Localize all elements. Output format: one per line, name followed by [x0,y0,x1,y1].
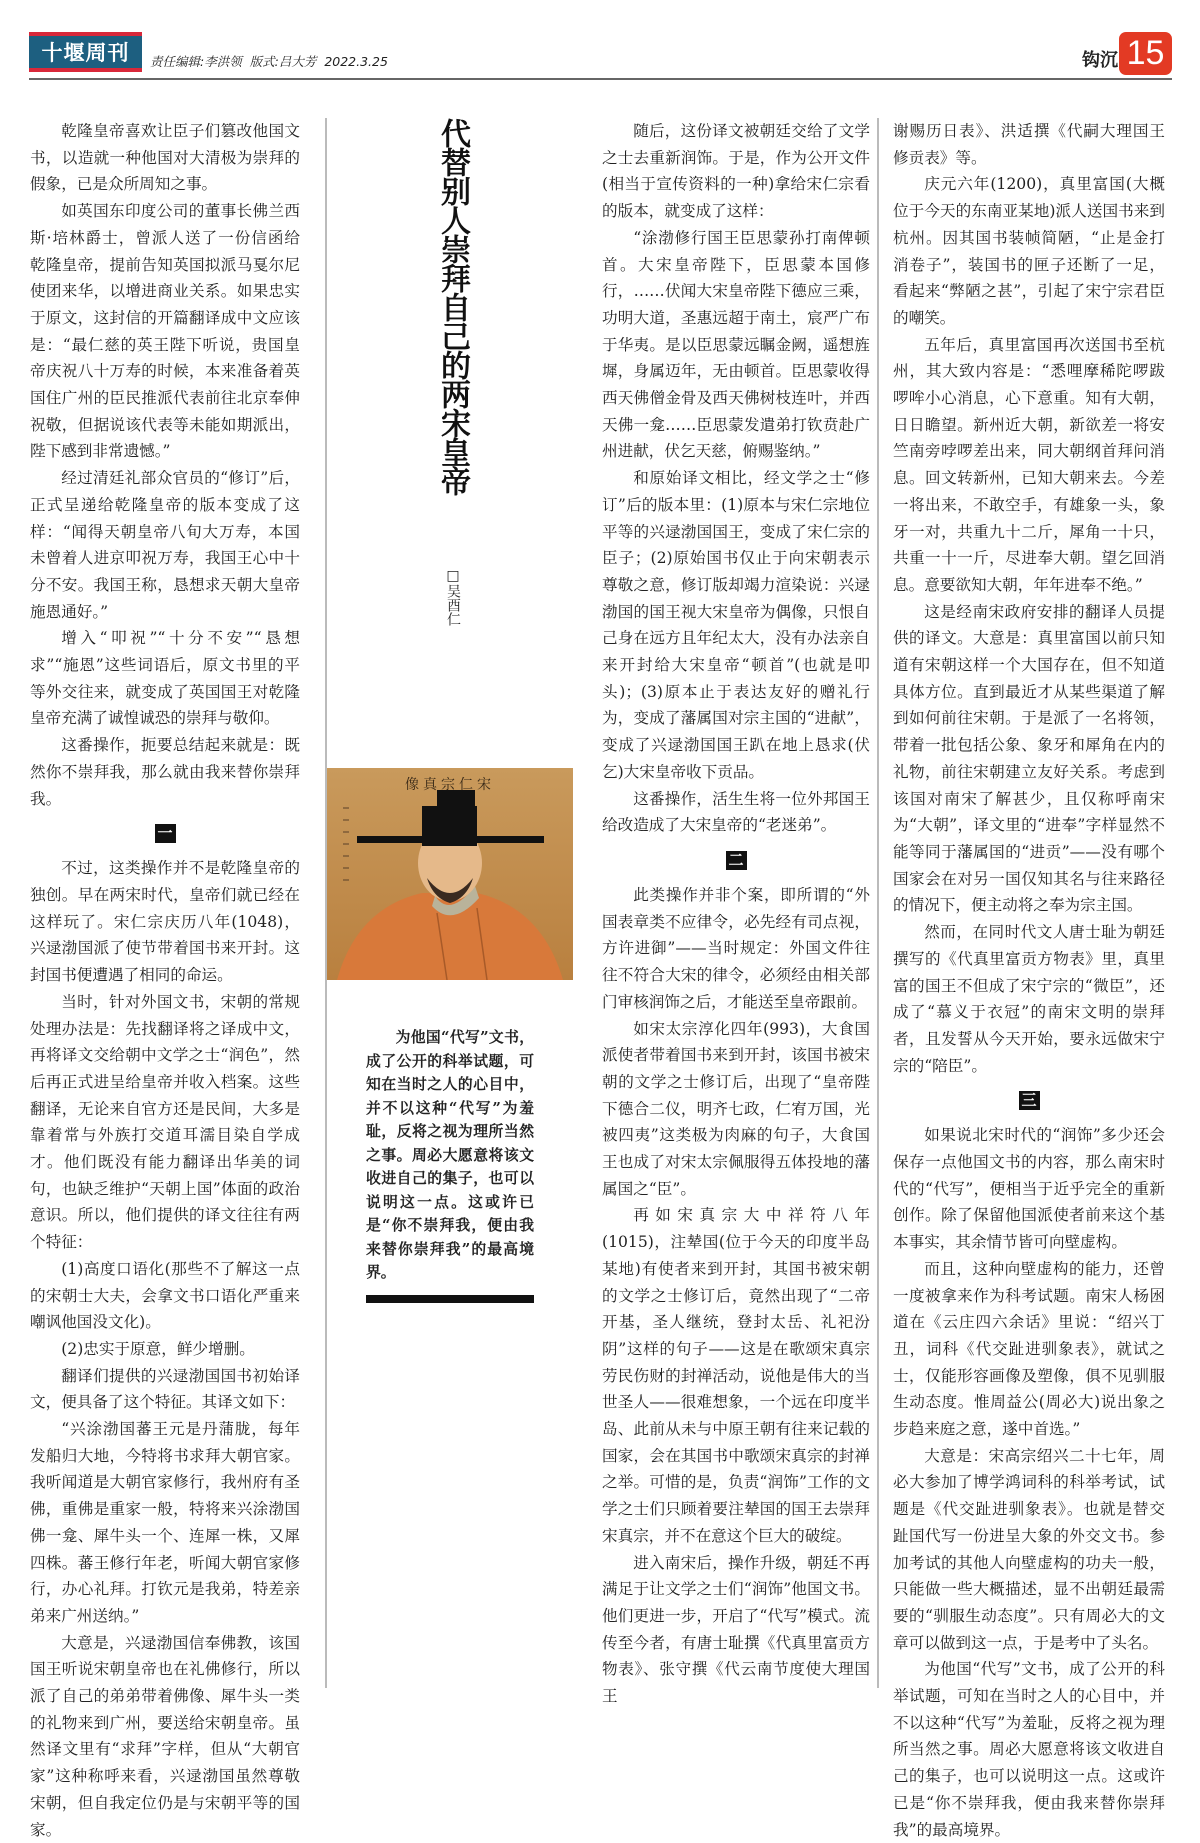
masthead-logo: 十堰周刊 [29,32,142,72]
article-title: 代替别人崇拜自己的两宋皇帝 [435,118,470,495]
paragraph: “兴涂渤国蕃王元是丹蒲胧，每年发船归大地，今特将书求拜大朝官家。我听闻道是大朝官家修行，我州府有圣佛，重佛是重家一般，特将来兴涂渤国佛一龛、犀牛头一个、连犀一株，又犀四株。蕃王修行年老，听闻大朝官家修行，办心礼拜。打钦元是我弟，特差亲弟来广州送纳。” [30,1420,300,1625]
paragraph: 庆元六年(1200)，真里富国(大概位于今天的东南亚某地)派人送国书来到杭州。因其国书装帧简陋，“止是金打消卷子”，装国书的匣子还断了一足，看起来“弊陋之甚”，引起了宋宁宗君臣的嘲笑。 [893,175,1165,327]
paragraph: 然而，在同时代文人唐士耻为朝廷撰写的《代真里富贡方物表》里，真里富的国王不但成了宋宁宗的“微臣”，还成了“慕义于衣冠”的南宋文明的崇拜者，且发誓从今天开始，要永远做宋宁宗的“陪臣”。 [893,923,1165,1075]
section-marker-1 [30,824,300,843]
paragraph: 当时，针对外国文书，宋朝的常规处理办法是：先找翻译将之译成中文，再将译文交给朝中文学之士“润色”，然后再正式进呈给皇帝并收入档案。这些翻译，无论来自官方还是民间，大多是靠着常与外族打交道耳濡目染自学成才。他们既没有能力翻译出华美的词句，也缺乏维护“天朝上国”体面的政治意识。所以，他们提供的译文往往有两个特征： [30,992,300,1252]
paragraph: 为他国“代写”文书，成了公开的科举试题，可知在当时之人的心目中，并不以这种“代写”为羞耻，反将之视为理所当然之事。周必大愿意将该文收进自己的集子，也可以说明这一点。这或许已是“你不崇拜我，便由我来替你崇拜我”的最高境界。 [893,1660,1165,1839]
paragraph: 不过，这类操作并不是乾隆皇帝的独创。早在两宋时代，皇帝们就已经在这样玩了。宋仁宗庆历八年(1048)，兴逯渤国派了使节带着国书来开封。这封国书便遭遇了相同的命运。 [30,859,300,985]
header-rule [29,78,1172,80]
paragraph: 这番操作，扼要总结起来就是：既然你不崇拜我，那么就由我来替你崇拜我。 [30,736,300,808]
column-divider [877,118,879,1688]
paragraph: 和原始译文相比，经文学之士“修订”后的版本里：(1)原本与宋仁宗地位平等的兴逯渤国国王，变成了宋仁宗的臣子；(2)原始国书仅止于向宋朝表示尊敬之意，修订版却竭力渲染说：兴逯渤国的国王视大宋皇帝为偶像，只恨自己身在远方且年纪太大，没有办法亲自来开封给大宋皇帝“顿首”(也就是叩头)；(3)原本止于表达友好的赠礼行为，变成了藩属国对宗主国的“进献”，变成了兴逯渤国国王趴在地上恳求(伏乞)大宋皇帝收下贡品。 [602,469,870,781]
column-3 [602,118,870,1710]
paragraph: 如宋太宗淳化四年(993)，大食国派使者带着国书来到开封，该国书被宋朝的文学之士修订后，出现了“皇帝陛下德合二仪，明齐七政，仁宥万国，光被四夷”这类极为肉麻的句子，大食国王也成了对宋太宗佩服得五体投地的藩属国之“臣”。 [602,1019,870,1198]
paragraph: 这番操作，活生生将一位外邦国王给改造成了大宋皇帝的“老迷弟”。 [602,789,870,835]
section-marker-3 [893,1091,1165,1110]
section-marker-2 [602,851,870,870]
pull-quote-bar [366,1295,534,1303]
column-3-part-a [602,118,870,839]
paragraph: 此类操作并非个案，即所谓的“外国表章类不应律令，必先经有司点视，方许进御”——当时规定：外国文件往往不符合大宋的律令，必须经由相关部门审核润饰之后，才能送至皇帝跟前。 [602,885,870,1011]
section-number: 二 [726,851,747,870]
author-byline: □吴酉仁 [445,568,461,626]
column-4-part-b [893,1122,1165,1843]
editor-credits: 责任编辑:李洪领 版式:吕大芳 2022.3.25 [150,54,388,69]
paragraph: 如英国东印度公司的董事长佛兰西斯·培林爵士，曾派人送了一份信函给乾隆皇帝，提前告知英国拟派马戛尔尼使团来华，以增进商业关系。如果忠实于原文，这封信的开篇翻译成中文应该是：“最仁慈的英王陛下听说，贵国皇帝庆祝八十万寿的时候，本来准备着英国住广州的臣民推派代表前往北京奉伸祝敬，但据说该代表等未能如期派出，陛下感到非常遗憾。” [30,202,300,461]
section-number: 三 [1019,1091,1040,1110]
portrait-painting-icon [327,768,573,980]
paragraph: 大意是，兴逯渤国信奉佛教，该国国王听说宋朝皇帝也在礼佛修行，所以派了自己的弟弟带着佛像、犀牛头一类的礼物来到广州，要送给宋朝皇帝。虽然译文里有“求拜”字样，但从“大朝官家”这种称呼来看，兴逯渤国虽然尊敬宋朝，但自我定位仍是与宋朝平等的国家。 [30,1633,300,1839]
pull-quote-text: 为他国“代写”文书，成了公开的科举试题，可知在当时之人的心目中，并不以这种“代写”为羞耻，反将之视为理所当然之事。周必大愿意将该文收进自己的集子，也可以说明这一点。这或许已是“你不崇拜我，便由我来替你崇拜我”的最高境界。 [366,1029,534,1281]
column-1-part-b [30,855,300,1843]
pull-quote [366,1026,534,1303]
column-4 [893,118,1165,1843]
paragraph: 谢赐历日表》、洪适撰《代嗣大理国王修贡表》等。 [893,122,1165,167]
paragraph: 翻译们提供的兴逯渤国国书初始译文，便具备了这个特征。其译文如下： [30,1366,300,1412]
portrait-caption: 宋仁宗真像 [405,777,495,793]
paragraph: (1)高度口语化(那些不了解这一点的宋朝士大夫，会拿文书口语化严重来嘲讽他国没文化)。 [30,1259,300,1332]
paragraph: “涂渤修行国王臣思蒙孙打南俾顿首。大宋皇帝陛下，臣思蒙本国修行，……伏闻大宋皇帝陛下德应三乘，功明大道，圣惠远超于南土，宸严广布于华夷。是以臣思蒙远瞩金阙，遥想旌墀，身属迈年，无由顿首。臣思蒙收得西天佛僧金骨及西天佛树枝连叶，并西天佛一龛……臣思蒙发遣弟打钦贲赴广州进献，伏乞天慈，俯赐鉴纳。” [602,228,870,461]
paragraph: 增入“叩祝”“十分不安”“恳想求”“施恩”这些词语后，原文书里的平等外交往来，就变成了英国国王对乾隆皇帝充满了诚惶诚恐的崇拜与敬仰。 [30,629,300,728]
paragraph: 进入南宋后，操作升级，朝廷不再满足于让文学之士们“润饰”他国文书。他们更进一步，开启了“代写”模式。流传至今者，有唐士耻撰《代真里富贡方物表》、张守撰《代云南节度使大理国王 [602,1553,870,1706]
paragraph: 乾隆皇帝喜欢让臣子们篡改他国文书，以造就一种他国对大清极为崇拜的假象，已是众所周知之事。 [30,122,300,194]
paragraph: 经过清廷礼部众官员的“修订”后，正式呈递给乾隆皇帝的版本变成了这样：“闻得天朝皇帝八旬大万寿，本国未曾着人进京叩祝万寿，我国王心中十分不安。我国王称，恳想求天朝大皇帝施恩通好。” [30,469,300,621]
paragraph: 随后，这份译文被朝廷交给了文学之士去重新润饰。于是，作为公开文件(相当于宣传资料的一种)拿给宋仁宗看的版本，就变成了这样： [602,122,870,221]
paragraph: 再如宋真宗大中祥符八年(1015)，注辇国(位于今天的印度半岛某地)有使者来到开封，其国书被宋朝的文学之士修订后，竟然出现了“二帝开基，圣人继统，登封太岳、礼祀汾阴”这样的句子——这是在歌颂宋真宗劳民伤财的封禅活动，说他是伟大的当世圣人——很难想象，一个远在印度半岛、此前从未与中原王朝有往来记载的国家，会在其国书中歌颂宋真宗的封禅之举。可惜的是，负责“润饰”工作的文学之士们只顾着要注辇国的国王去崇拜宋真宗，并不在意这个巨大的破绽。 [602,1206,870,1545]
section-number: 一 [155,824,176,843]
column-4-part-a [893,118,1165,1079]
column-1-part-a [30,118,300,812]
paragraph: 如果说北宋时代的“润饰”多少还会保存一点他国文书的内容，那么南宋时代的“代写”，便相当于近乎完全的重新创作。除了保留他国派使者前来这个基本事实，其余情节皆可向壁虚构。 [893,1126,1165,1252]
column-3-part-b [602,882,870,1710]
paragraph: 大意是：宋高宗绍兴二十七年，周必大参加了博学鸿词科的科举考试，试题是《代交趾进驯象表》。也就是替交趾国代写一份进呈大象的外交文书。参加考试的其他人向壁虚构的功夫一般，只能做一些大概描述，显不出朝廷最需要的“驯服生动态度”。只有周必大的文章可以做到这一点，于是考中了头名。 [893,1446,1165,1652]
paragraph: (2)忠实于原意，鲜少增删。 [61,1339,255,1358]
paragraph: 这是经南宋政府安排的翻译人员提供的译文。大意是：真里富国以前只知道有宋朝这样一个大国存在，但不知道具体方位。直到最近才从某些渠道了解到如何前往宋朝。于是派了一名将领，带着一批包括公象、象牙和犀角在内的礼物，前往宋朝建立友好关系。考虑到该国对南宋了解甚少，且仅称呼南宋为“大朝”，译文里的“进奉”字样显然不能等同于藩属国的“进贡”——没有哪个国家会在对另一国仅知其名与往来路径的情况下，便主动将之奉为宗主国。 [893,602,1165,915]
section-name: 钩沉 [1082,50,1118,71]
emperor-portrait-image [327,768,573,980]
column-1 [30,118,300,1843]
page-number: 15 [1119,32,1172,75]
paragraph: 五年后，真里富国再次送国书至杭州，其大致内容是：“悉哩摩稀陀啰跋啰哞小心消息，心下意重。知有大朝，日日瞻望。新州近大朝，新欲差一将安竺南旁哱啰差出来，同大朝纲首拜问消息。回文转新州，已知大朝来去。今差一将出来，不敢空手，有雄象一头，象牙一对，共重九十二斤，犀角一十只，共重一十一斤，尽进奉大朝。望乞回消息。意要欲知大朝，年年进奉不绝。” [893,335,1165,594]
paragraph: 而且，这种向壁虚构的能力，还曾一度被拿来作为科考试题。南宋人杨囦道在《云庄四六余话》里说：“绍兴丁丑，词科《代交趾进驯象表》，就试之士，仅能形容画像及塑像，俱不见驯服生动态度。惟周益公(周必大)说出象之步趋来庭之意，遂中首选。” [893,1259,1165,1439]
